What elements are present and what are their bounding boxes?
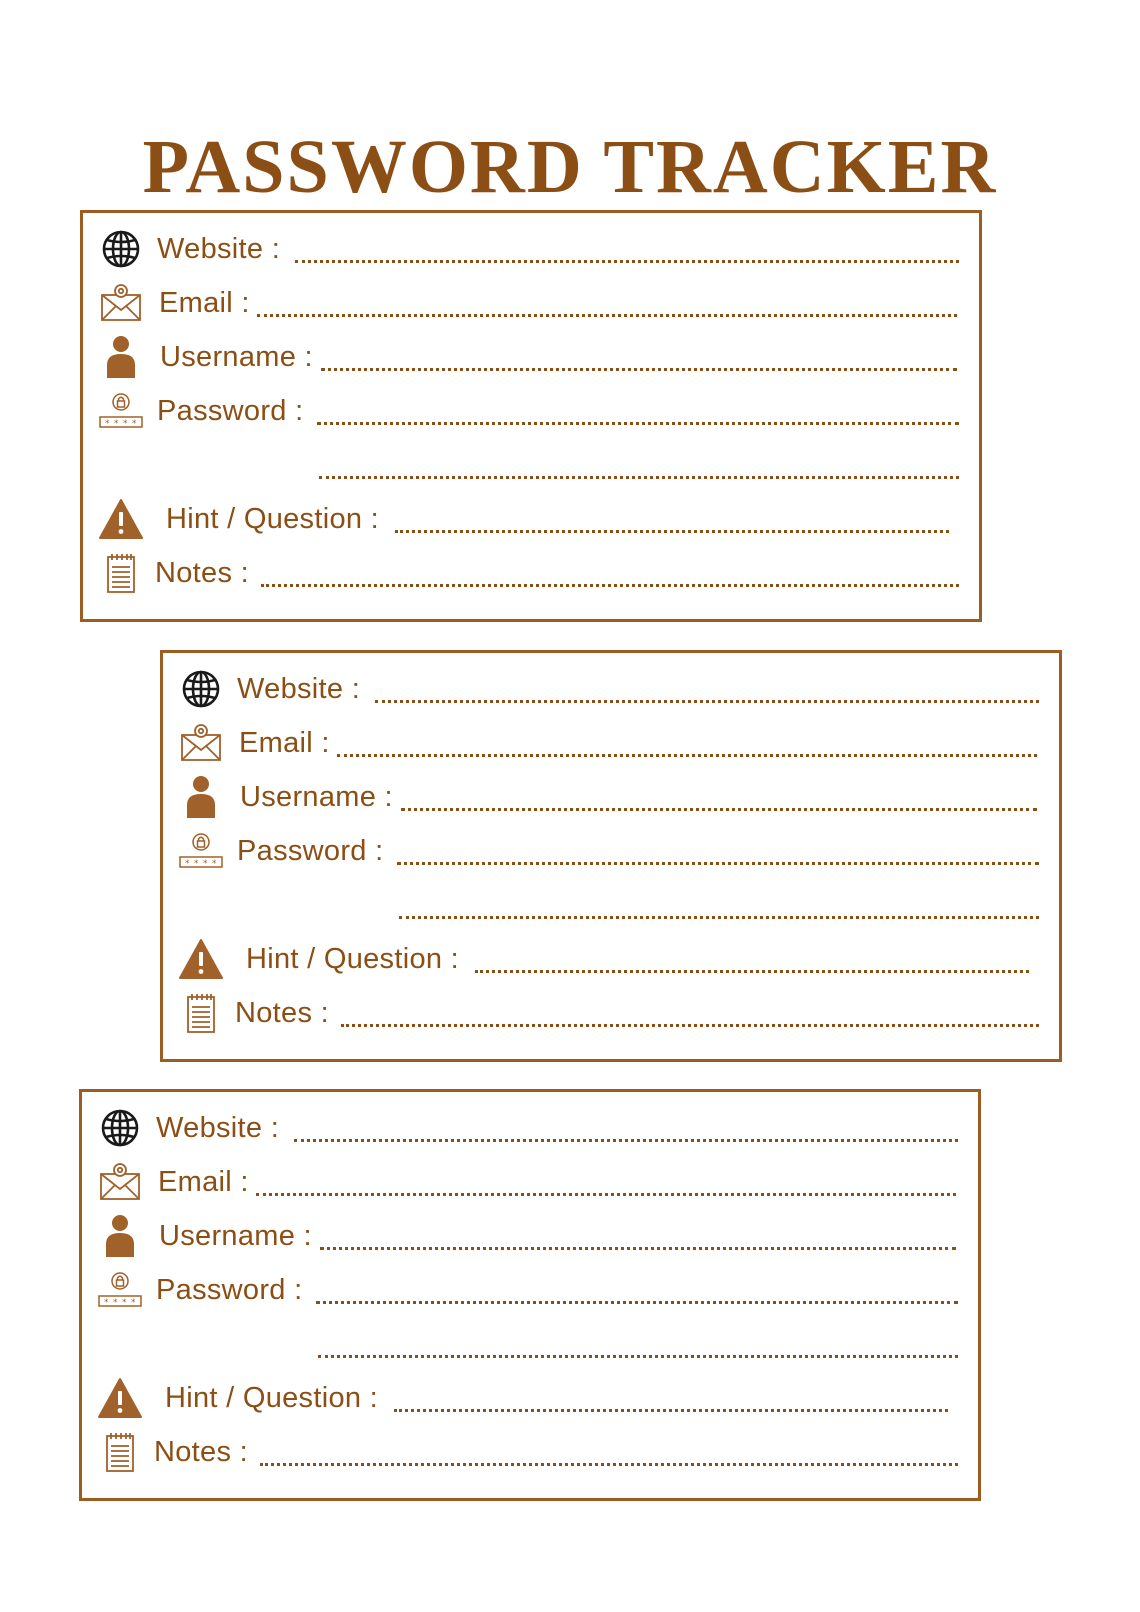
- hint-label: Hint / Question :: [246, 943, 460, 975]
- user-icon: [96, 1212, 144, 1260]
- user-icon: [177, 773, 225, 821]
- svg-text:*: *: [104, 1298, 109, 1308]
- notes-field[interactable]: [260, 1463, 958, 1466]
- email-label: Email :: [239, 727, 330, 759]
- website-label: Website :: [237, 673, 361, 705]
- password-extra-row: [83, 445, 979, 485]
- notes-row: [163, 993, 1059, 1033]
- password-lock-icon: [96, 1266, 144, 1314]
- hint-row: [83, 499, 979, 539]
- page-title: PASSWORD TRACKER: [142, 124, 998, 209]
- password-extra-row: [163, 885, 1059, 925]
- globe-icon: [97, 225, 145, 273]
- envelope-icon: [177, 719, 225, 767]
- password-label: Password :: [157, 395, 304, 427]
- svg-text:*: *: [194, 859, 199, 869]
- website-label: Website :: [156, 1112, 280, 1144]
- password-field[interactable]: [397, 862, 1039, 865]
- envelope-icon: [97, 279, 145, 327]
- user-icon: [97, 333, 145, 381]
- entry-card-3: [79, 1089, 981, 1501]
- svg-text:*: *: [185, 859, 190, 869]
- website-field[interactable]: [295, 260, 959, 263]
- notes-label: Notes :: [235, 997, 329, 1029]
- email-row: [82, 1162, 978, 1202]
- website-row: [82, 1108, 978, 1148]
- password-field[interactable]: [317, 422, 959, 425]
- username-label: Username :: [160, 341, 313, 373]
- password-lock-icon: [97, 387, 145, 435]
- password-row: [82, 1270, 978, 1310]
- notes-row: [83, 553, 979, 593]
- svg-text:*: *: [212, 859, 217, 869]
- password-extra-field[interactable]: [399, 916, 1039, 919]
- notes-field[interactable]: [261, 584, 959, 587]
- email-label: Email :: [159, 287, 250, 319]
- website-field[interactable]: [294, 1139, 958, 1142]
- password-label: Password :: [237, 835, 384, 867]
- globe-icon: [177, 665, 225, 713]
- svg-text:*: *: [123, 419, 128, 429]
- password-extra-field[interactable]: [319, 476, 959, 479]
- username-row: [163, 777, 1059, 817]
- warning-icon: [97, 495, 145, 543]
- username-field[interactable]: [401, 808, 1037, 811]
- notes-row: [82, 1432, 978, 1472]
- website-row: [83, 229, 979, 269]
- svg-text:*: *: [105, 419, 110, 429]
- username-row: [82, 1216, 978, 1256]
- warning-icon: [96, 1374, 144, 1422]
- password-extra-field[interactable]: [318, 1355, 958, 1358]
- svg-text:*: *: [122, 1298, 127, 1308]
- email-row: [163, 723, 1059, 763]
- notepad-icon: [97, 549, 145, 597]
- website-label: Website :: [157, 233, 281, 265]
- hint-field[interactable]: [475, 970, 1029, 973]
- notes-label: Notes :: [154, 1436, 248, 1468]
- hint-label: Hint / Question :: [165, 1382, 379, 1414]
- svg-text:*: *: [132, 419, 137, 429]
- username-field[interactable]: [320, 1247, 956, 1250]
- hint-row: [82, 1378, 978, 1418]
- hint-field[interactable]: [395, 530, 949, 533]
- envelope-icon: [96, 1158, 144, 1206]
- email-field[interactable]: [257, 314, 957, 317]
- svg-text:*: *: [114, 419, 119, 429]
- hint-label: Hint / Question :: [166, 503, 380, 535]
- notes-field[interactable]: [341, 1024, 1039, 1027]
- email-row: [83, 283, 979, 323]
- entry-card-1: [80, 210, 982, 622]
- email-field[interactable]: [256, 1193, 956, 1196]
- email-field[interactable]: [337, 754, 1037, 757]
- password-row: [83, 391, 979, 431]
- email-label: Email :: [158, 1166, 249, 1198]
- website-row: [163, 669, 1059, 709]
- password-label: Password :: [156, 1274, 303, 1306]
- notepad-icon: [177, 989, 225, 1037]
- entry-card-2: [160, 650, 1062, 1062]
- username-field[interactable]: [321, 368, 957, 371]
- globe-icon: [96, 1104, 144, 1152]
- svg-text:*: *: [203, 859, 208, 869]
- svg-text:*: *: [113, 1298, 118, 1308]
- username-label: Username :: [240, 781, 393, 813]
- svg-text:*: *: [131, 1298, 136, 1308]
- notes-label: Notes :: [155, 557, 249, 589]
- hint-row: [163, 939, 1059, 979]
- notepad-icon: [96, 1428, 144, 1476]
- username-label: Username :: [159, 1220, 312, 1252]
- password-lock-icon: [177, 827, 225, 875]
- password-extra-row: [82, 1324, 978, 1364]
- password-field[interactable]: [316, 1301, 958, 1304]
- hint-field[interactable]: [394, 1409, 948, 1412]
- username-row: [83, 337, 979, 377]
- warning-icon: [177, 935, 225, 983]
- password-row: [163, 831, 1059, 871]
- website-field[interactable]: [375, 700, 1039, 703]
